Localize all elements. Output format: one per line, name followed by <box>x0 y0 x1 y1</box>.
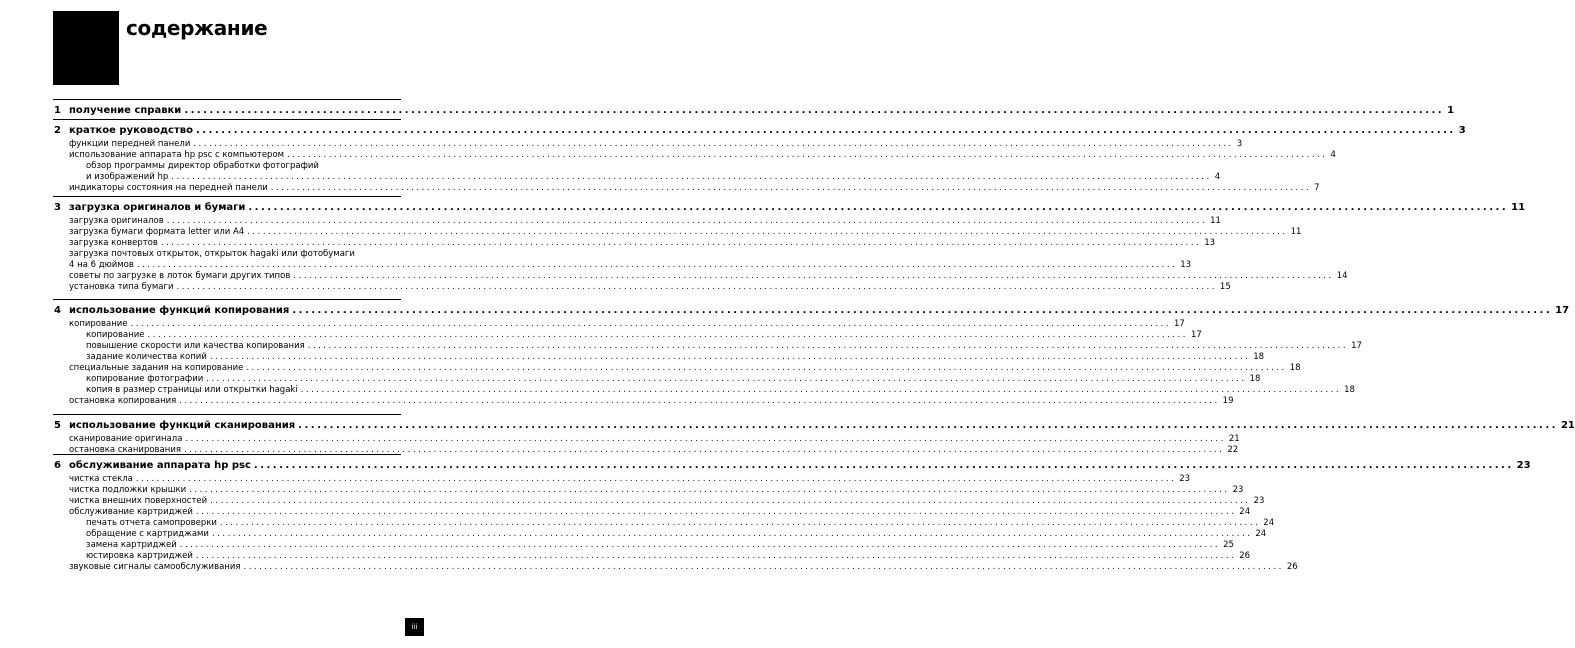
chapter-title-page: 3 <box>1458 125 1466 136</box>
subentry-label: повышение скорости или качества копирования <box>86 341 305 351</box>
toc-entry[interactable] <box>69 238 1216 249</box>
toc-entry-label: 4 на 6 дюймов <box>69 260 134 270</box>
toc-entry-label: чистка подложки крышки <box>69 485 187 495</box>
dot-leader: ........................................................................................................................................................................................................ <box>287 150 1328 160</box>
dot-leader: ........................................................................................................................................................................................................ <box>136 260 1178 270</box>
chapter-title-page: 1 <box>1447 105 1455 116</box>
toc-entry-page: 13 <box>1204 238 1216 248</box>
dot-leader: ........................................................................................................................................................................................................ <box>189 485 1230 495</box>
chapter-title[interactable] <box>69 104 1455 117</box>
toc-entry-label: копирование <box>69 319 128 329</box>
chapter-number: 1 <box>54 105 61 116</box>
toc-entry-page: 19 <box>1222 396 1234 406</box>
dot-leader: ........................................................................................................................................................................................................ <box>135 474 1177 484</box>
page-number: iii <box>405 618 424 636</box>
toc-entry[interactable] <box>69 139 1243 150</box>
toc-entry[interactable] <box>69 227 1302 238</box>
dot-leader: ........................................................................................................................................................................................................ <box>243 562 1284 572</box>
toc-entry-page: 11 <box>1290 227 1302 237</box>
toc-entry[interactable] <box>69 396 1234 407</box>
subentry[interactable] <box>86 529 1267 540</box>
chapter-number: 2 <box>54 125 61 136</box>
toc-entry[interactable] <box>69 183 1320 194</box>
toc-entry-page: 22 <box>1227 445 1239 455</box>
toc-entry[interactable] <box>69 249 397 260</box>
subentry-page: 17 <box>1190 330 1202 340</box>
toc-entry-page: 23 <box>1232 485 1244 495</box>
toc-entry-page: 11 <box>1210 216 1221 226</box>
chapter-title[interactable] <box>69 201 1526 214</box>
dot-leader: ........................................................................................................................................................................................................ <box>179 540 1221 550</box>
chapter-number: 5 <box>54 420 61 431</box>
toc-entry-label: функции передней панели <box>69 139 191 149</box>
dot-leader: ........................................................................................................................................................................................................ <box>176 282 1217 292</box>
subentry-page: 18 <box>1344 385 1355 395</box>
subentry-label: обращение с картриджами <box>86 529 209 539</box>
toc-entry-label: остановка копирования <box>69 396 177 406</box>
toc-entry-label: использование аппарата hp psc с компьютером <box>69 150 285 160</box>
dot-leader: ........................................................................................................................................................................................................ <box>210 496 1251 506</box>
dot-leader: ........................................................................................................................................................................................................ <box>293 271 1334 281</box>
chapter-title-label: краткое руководство <box>69 125 193 136</box>
toc-entry-label: обслуживание картриджей <box>69 507 193 517</box>
page-title: содержание <box>126 16 268 40</box>
subentry-page: 4 <box>1214 172 1221 182</box>
dot-leader: ........................................................................................................................................................................................................ <box>300 385 1342 395</box>
toc-entry[interactable] <box>69 282 1231 293</box>
dot-leader: ........................................................................................................................................................................................................ <box>206 374 1247 384</box>
toc-entry-page: 18 <box>1289 363 1301 373</box>
toc-entry[interactable] <box>69 485 1244 496</box>
toc-entry[interactable] <box>69 216 1221 227</box>
toc-entry-label: звуковые сигналы самообслуживания <box>69 562 241 572</box>
toc-entry[interactable] <box>69 150 1336 161</box>
dot-leader: ........................................................................................................................................................................................................ <box>166 216 1208 226</box>
subentry-label: замена картриджей <box>86 540 177 550</box>
subentry[interactable] <box>86 518 1275 529</box>
dot-leader: ........................................................................................................................................................................................................ <box>219 518 1261 528</box>
chapter-separator <box>53 299 401 300</box>
toc-entry-label: сканирование оригинала <box>69 434 183 444</box>
subentry-label: юстировка картриджей <box>86 551 193 561</box>
chapter-number: 4 <box>54 305 61 316</box>
dot-leader: ........................................................................................................................................................................................................ <box>253 460 1514 471</box>
chapter-separator <box>53 119 401 120</box>
chapter-title-label: обслуживание аппарата hp psc <box>69 460 251 471</box>
toc-entry-page: 17 <box>1173 319 1185 329</box>
chapter-separator <box>53 454 401 455</box>
chapter-number: 6 <box>54 460 61 471</box>
subentry[interactable] <box>86 330 1202 341</box>
toc-entry-label: загрузка почтовых открыток, открыток hagaki или фотобумаги <box>69 249 355 259</box>
subentry-label: копирование фотографии <box>86 374 204 384</box>
chapter-title[interactable] <box>69 459 1531 472</box>
subentry-page: 24 <box>1255 529 1267 539</box>
dot-leader: ........................................................................................................................................................................................................ <box>211 529 1253 539</box>
chapter-title-page: 21 <box>1560 420 1575 431</box>
subentry[interactable] <box>86 540 1234 551</box>
toc-entry-page: 14 <box>1336 271 1348 281</box>
toc-entry-label: остановка сканирования <box>69 445 181 455</box>
chapter-title[interactable] <box>69 304 1570 317</box>
toc-entry-label: загрузка оригиналов <box>69 216 164 226</box>
dot-leader: ........................................................................................................................................................................................................ <box>246 363 1287 373</box>
toc-entry-page: 15 <box>1219 282 1231 292</box>
chapter-separator <box>53 196 401 197</box>
dot-leader: ........................................................................................................................................................................................................ <box>171 172 1212 182</box>
dot-leader: ........................................................................................................................................................................................................ <box>248 202 1509 213</box>
toc-entry-label: загрузка конвертов <box>69 238 158 248</box>
chapter-separator <box>53 414 401 415</box>
toc-entry-label: индикаторы состояния на передней панели <box>69 183 268 193</box>
dot-leader: ........................................................................................................................................................................................................ <box>247 227 1288 237</box>
toc-entry-page: 23 <box>1179 474 1191 484</box>
dot-leader: ........................................................................................................................................................................................................ <box>147 330 1188 340</box>
dot-leader: ........................................................................................................................................................................................................ <box>160 238 1202 248</box>
dot-leader: ........................................................................................................................................................................................................ <box>270 183 1312 193</box>
subentry-label: обзор программы директор обработки фотографий <box>86 161 319 171</box>
chapter-title-label: загрузка оригиналов и бумаги <box>69 202 246 213</box>
toc-entry-label: советы по загрузке в лоток бумаги других типов <box>69 271 291 281</box>
toc-entry-label: чистка внешних поверхностей <box>69 496 208 506</box>
dot-leader: ........................................................................................................................................................................................................ <box>130 319 1171 329</box>
dot-leader: ........................................................................................................................................................................................................ <box>184 105 1445 116</box>
subentry-page: 26 <box>1239 551 1251 561</box>
toc-entry-page: 24 <box>1239 507 1251 517</box>
dot-leader: ........................................................................................................................................................................................................ <box>195 507 1237 517</box>
subentry-label: копирование <box>86 330 145 340</box>
toc-entry-page: 4 <box>1330 150 1336 160</box>
toc-entry-label: специальные задания на копирование <box>69 363 244 373</box>
subentry-page: 24 <box>1263 518 1275 528</box>
dot-leader: ........................................................................................................................................................................................................ <box>179 396 1220 406</box>
toc-entry-page: 7 <box>1314 183 1320 193</box>
toc-entry[interactable] <box>69 507 1251 518</box>
toc-entry-label: загрузка бумаги формата letter или A4 <box>69 227 245 237</box>
subentry-label: копия в размер страницы или открытки hagaki <box>86 385 298 395</box>
dot-leader: ........................................................................................................................................................................................................ <box>195 125 1456 136</box>
subentry-page: 25 <box>1223 540 1234 550</box>
toc-entry[interactable] <box>69 434 1240 445</box>
subentry[interactable] <box>86 341 1362 352</box>
subentry-label: задание количества копий <box>86 352 207 362</box>
chapter-title-label: использование функций копирования <box>69 305 290 316</box>
dot-leader: ........................................................................................................................................................................................................ <box>209 352 1251 362</box>
subentry-label: и изображений hp <box>86 172 169 182</box>
dot-leader: ........................................................................................................................................................................................................ <box>183 445 1225 455</box>
subentry[interactable] <box>86 172 1221 183</box>
chapter-title-label: использование функций сканирования <box>69 420 296 431</box>
subentry-page: 17 <box>1351 341 1362 351</box>
dot-leader: ........................................................................................................................................................................................................ <box>292 305 1553 316</box>
subentry[interactable] <box>86 161 397 172</box>
dot-leader: ........................................................................................................................................................................................................ <box>185 434 1226 444</box>
toc-entry-page: 3 <box>1236 139 1243 149</box>
toc-entry-page: 26 <box>1286 562 1298 572</box>
toc-entry[interactable] <box>69 260 1192 271</box>
subentry[interactable] <box>86 551 1251 562</box>
chapter-title-label: получение справки <box>69 105 182 116</box>
chapter-title-page: 11 <box>1511 202 1526 213</box>
subentry-label: печать отчета самопроверки <box>86 518 217 528</box>
chapter-title[interactable] <box>69 419 1575 432</box>
chapter-title-page: 17 <box>1555 305 1570 316</box>
chapter-title-page: 23 <box>1516 460 1531 471</box>
toc-entry-label: чистка стекла <box>69 474 133 484</box>
chapter-number: 3 <box>54 202 61 213</box>
toc-entry[interactable] <box>69 474 1191 485</box>
dot-leader: ........................................................................................................................................................................................................ <box>195 551 1237 561</box>
subentry-page: 18 <box>1253 352 1265 362</box>
toc-entry[interactable] <box>69 319 1185 330</box>
toc-entry-page: 23 <box>1253 496 1265 506</box>
dot-leader: ........................................................................................................................................................................................................ <box>298 420 1558 431</box>
subentry[interactable] <box>86 385 1355 396</box>
dot-leader: ........................................................................................................................................................................................................ <box>193 139 1234 149</box>
toc-entry[interactable] <box>69 271 1348 282</box>
toc-entry-label: установка типа бумаги <box>69 282 174 292</box>
toc-entry[interactable] <box>69 562 1298 573</box>
subentry[interactable] <box>86 374 1261 385</box>
toc-entry[interactable] <box>69 363 1301 374</box>
subentry-page: 18 <box>1249 374 1261 384</box>
chapter-title[interactable] <box>69 124 1466 137</box>
toc-entry-page: 21 <box>1228 434 1240 444</box>
toc-entry[interactable] <box>69 496 1265 507</box>
chapter-separator <box>53 99 401 100</box>
subentry[interactable] <box>86 352 1265 363</box>
dot-leader: ........................................................................................................................................................................................................ <box>307 341 1349 351</box>
toc-entry-page: 13 <box>1180 260 1192 270</box>
